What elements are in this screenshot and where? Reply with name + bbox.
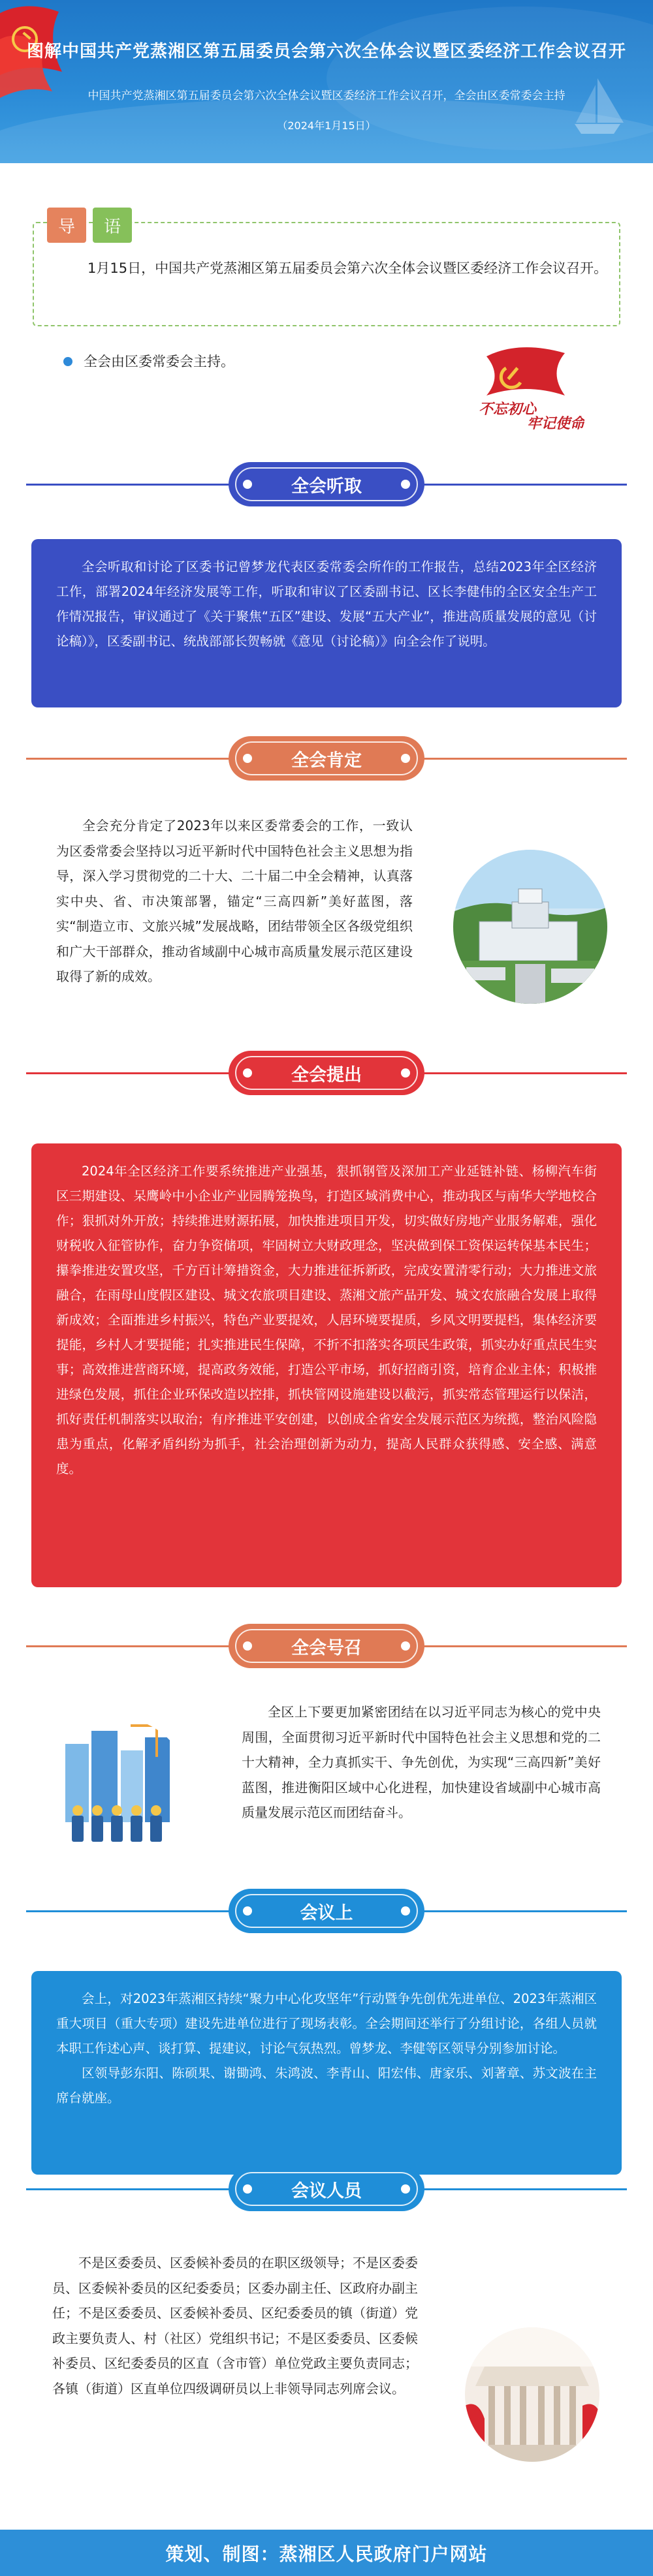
section-header-listen [0, 462, 653, 506]
intro-bullet-text: 全会由区委常委会主持。 [84, 354, 234, 369]
section-title-meeting: 会议上 [300, 1902, 353, 1923]
section-header-propose [0, 1051, 653, 1095]
section-title-propose: 全会提出 [291, 1064, 362, 1085]
section-text-listen: 全会听取和讨论了区委书记曾梦龙代表区委常委会所作的工作报告，总结2023年全区经济工作，部署2024年经济发展等工作，听取和审议了区委副书记、区长李健伟的全区安全生产工作情况报告，审议通过了《关于聚焦“五区”建设、发展“五大产业”，推进高质量发展的意见（讨论稿）》，区委副书记、统战部部长贺畅就《意见（讨论稿）》向全会作了说明。 [56, 559, 597, 649]
section-header-affirm [0, 736, 653, 781]
section-text-slogan-block [242, 1699, 601, 1825]
page-date: （2024年1月15日） [277, 119, 376, 132]
section-title-listen: 全会听取 [291, 476, 362, 497]
bullet-icon [63, 357, 72, 366]
section-text-affirm-block [56, 813, 413, 989]
section-text-affirm: 全会充分肯定了2023年以来区委常委会的工作，一致认为区委常委会坚持以习近平新时代中国特色社会主义思想为指导，深入学习贯彻党的二十大、二十届二中全会精神，认真落实中央、省、市决策部署，锚定“三高四新”美好蓝图，落实“制造立市、文旅兴城”发展战略，团结带领全区各级党组织和广大干部群众，推动省域副中心城市高质量发展示范区建设取得了新的成效。 [56, 818, 413, 984]
intro-tag-char-2: 语 [93, 208, 132, 243]
section-text-meeting-1: 会上，对2023年蒸湘区持续“聚力中心化攻坚年”行动暨争先创优先进单位、2023年蒸湘区重大项目（重大专项）建设先进单位进行了现场表彰。全会期间还举行了分组讨论，各组人员就本职工作述心声、谈打算、提建议，讨论气氛热烈。曾梦龙、李健等区领导分别参加讨论。 [56, 1991, 597, 2056]
section-title-slogan: 全会号召 [291, 1637, 362, 1658]
section-box-propose [31, 1143, 622, 1587]
section-text-propose: 2024年全区经济工作要系统推进产业强基，狠抓钢管及深加工产业延链补链、杨柳汽车街区三期建设、呆鹰岭中小企业产业园腾笼换鸟，打造区域消费中心，推动我区与南华大学地校合作；狠抓对外开放；持续推进财源拓展，加快推进项目开发，切实做好房地产业服务解难，强化财税收入征管协作，奋力争资储项，牢固树立大财政理念，坚决做到保工资保运转保基本民生；攥拳推进安置攻坚，千方百计筹措资金，大力推进征拆新政，完成安置清零行动；大力推进文旅融合，在雨母山度假区建设、城文农旅项目建设、蒸湘文旅产品开发、城文农旅融合发展上取得新成效；全面推进乡村振兴，特色产业要提效，人居环境要提质，乡风文明要提档，集体经济要提能，乡村人才要提能；扎实推进民生保障，不折不扣落实各项民生政策，抓实办好重点民生实事；高效推进营商环境，提高政务效能，打造公平市场，抓好招商引资，培育企业主体；积极推进绿色发展，抓住企业环保改造以控排，抓快管网设施建设以截污，抓实常态管理运行以保洁，抓好责任机制落实以取治；有序推进平安创建，以创成全省安全发展示范区为统揽，整治风险隐患为重点，化解矛盾纠纷为抓手，社会治理创新为动力，提高人民群众获得感、安全感、满意度。 [56, 1164, 597, 1476]
header-banner [0, 0, 653, 163]
section-title-attendees: 会议人员 [291, 2180, 362, 2201]
section-text-slogan: 全区上下要更加紧密团结在以习近平同志为核心的党中央周围，全面贯彻习近平新时代中国特色社会主义思想和党的二十大精神，全力真抓实干、争先创优，为实现“三高四新”美好蓝图，推进衡阳区域中心化进程，加快建设省域副中心城市高质量发展示范区而团结奋斗。 [242, 1704, 601, 1820]
section-box-listen [31, 539, 622, 707]
page-subtitle: 中国共产党蒸湘区第五届委员会第六次全体会议暨区委经济工作会议召开，全会由区委常委会主持 [88, 89, 565, 102]
footer-credit: 策划、制图：蒸湘区人民政府门户网站 [0, 2530, 653, 2576]
emblem-text-2: 牢记使命 [527, 415, 584, 432]
building-aerial-photo [453, 850, 607, 1004]
hall-photo [465, 2327, 599, 2462]
party-flag-icon [0, 0, 78, 131]
section-header-slogan [0, 1624, 653, 1668]
section-title-affirm: 全会肯定 [291, 750, 362, 771]
section-header-attendees [0, 2167, 653, 2211]
section-header-meeting [0, 1889, 653, 1933]
page-title: 图解中国共产党蒸湘区第五届委员会第六次全体会议暨区委经济工作会议召开 [26, 42, 626, 61]
intro-tag-char-1: 导 [47, 208, 86, 243]
workers-illustration [46, 1718, 189, 1861]
party-emblem-icon [467, 337, 584, 441]
section-box-meeting [31, 1971, 622, 2175]
intro-text: 1月15日，中国共产党蒸湘区第五届委员会第六次全体会议暨区委经济工作会议召开。 [88, 260, 608, 276]
section-text-attendees-block [52, 2250, 418, 2401]
section-text-meeting-2: 区领导彭东阳、陈硕果、谢锄鸿、朱鸿波、李青山、阳宏伟、唐家乐、刘著章、苏文波在主席台就座。 [56, 2066, 597, 2105]
emblem-text-1: 不忘初心 [479, 401, 537, 418]
sailboat-icon [562, 72, 633, 144]
section-text-attendees: 不是区委委员、区委候补委员的在职区级领导；不是区委委员、区委候补委员的区纪委委员；区委办副主任、区政府办副主任；不是区委委员、区委候补委员、区纪委委员的镇（街道）党政主要负责人、村（社区）党组织书记；不是区委委员、区委候补委员、区纪委委员的区直（含市管）单位党政主要负责同志；各镇（街道）区直单位四级调研员以上非领导同志列席会议。 [52, 2255, 418, 2397]
